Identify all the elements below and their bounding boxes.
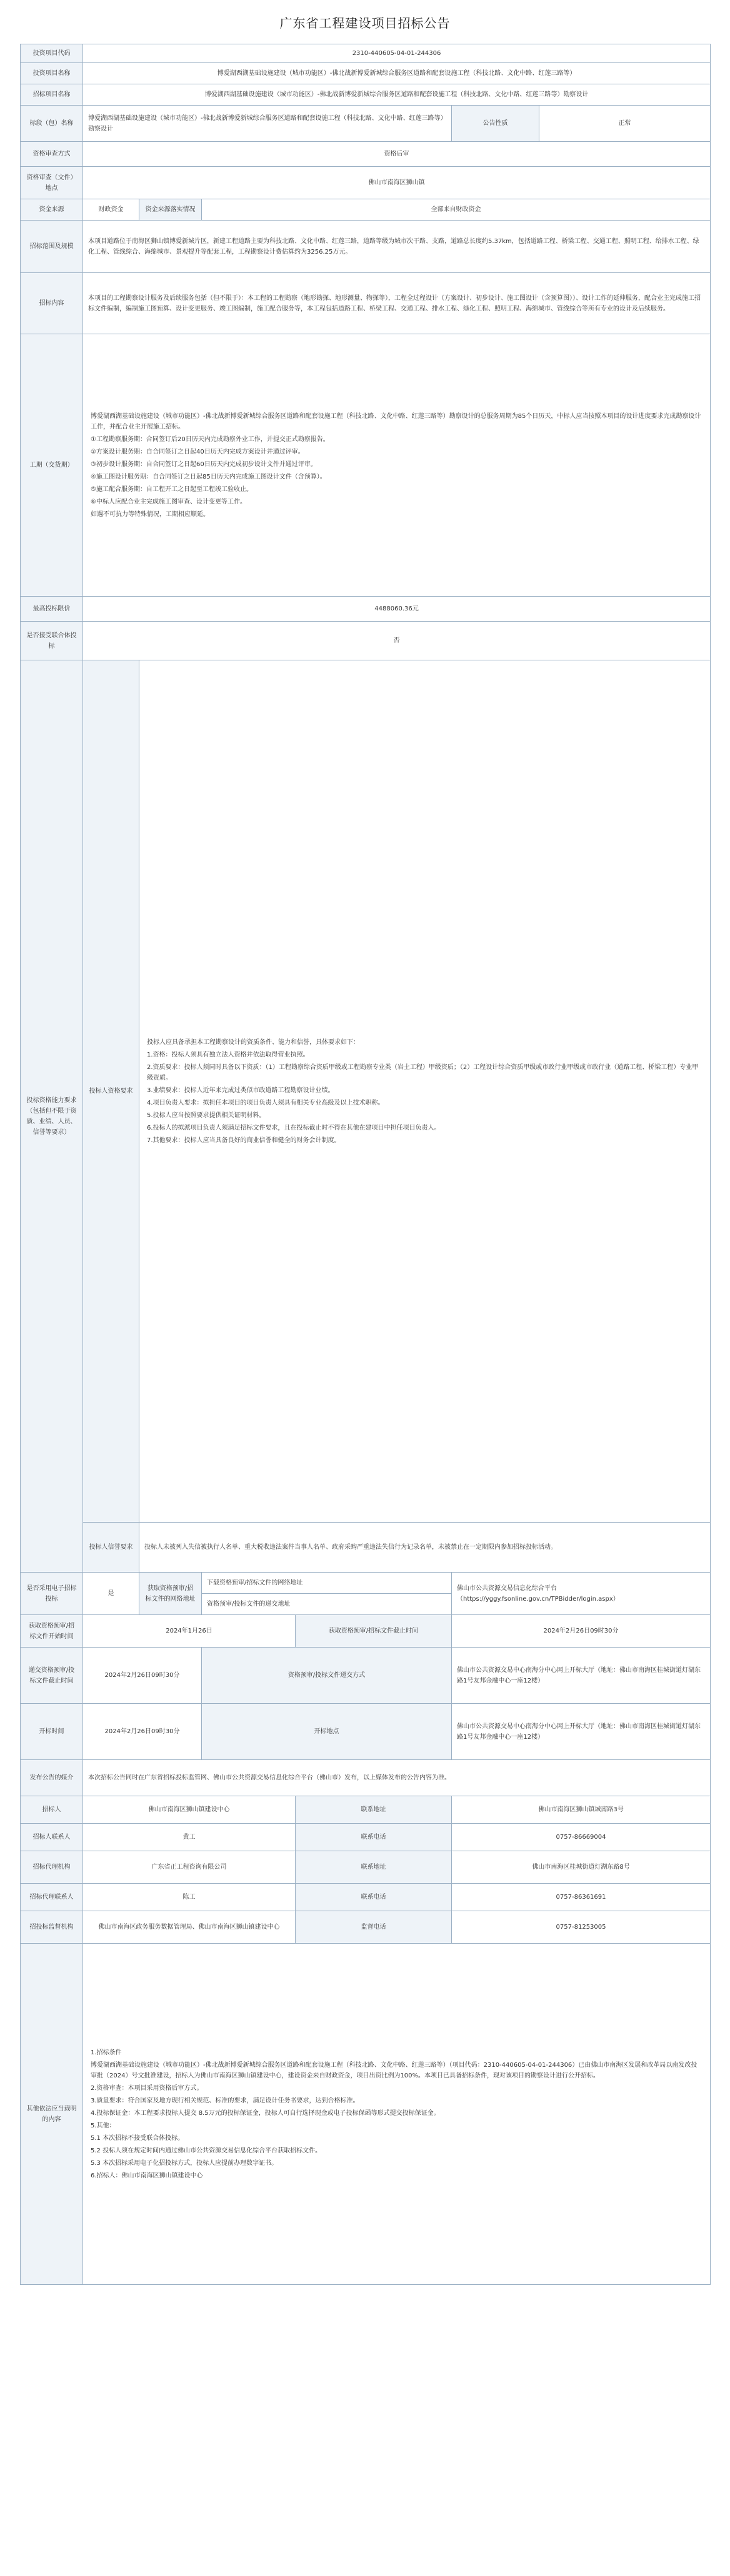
- tenderee-addr-value: 佛山市南海区狮山镇城南路3号: [452, 1796, 711, 1824]
- funding-label: 资金来源: [21, 199, 83, 221]
- period-item: ②方案设计服务期：自合同签订之日起40日历天内完成方案设计并通过评审。: [91, 448, 304, 455]
- contact-tel-value: 0757-86669004: [452, 1824, 711, 1851]
- section-label: 标段（包）名称: [21, 106, 83, 142]
- supervisor-value: 佛山市南海区政务服务数据管理局、佛山市南海区狮山镇建设中心: [83, 1911, 296, 1944]
- project-code-value: 2310-440605-04-01-244306: [83, 44, 711, 63]
- page-title: 广东省工程建设项目招标公告: [279, 16, 451, 31]
- submit-addr-value: 佛山市公共资源交易中心南海分中心网上开标大厅（地址：佛山市南海区桂城街道灯湖东路1号友邦金融中心一座12楼）: [452, 1648, 711, 1704]
- req-sub-label: 投标人资格要求: [83, 660, 139, 1523]
- other-line: 3.质量要求：符合国家及地方现行相关规范、标准的要求，满足设计任务书要求，达到合格标准。: [91, 2097, 359, 2104]
- row-scope: [21, 221, 711, 273]
- agency-tel-value: 0757-86361691: [452, 1884, 711, 1911]
- other-line: 5.2 投标人须在规定时间内通过佛山市公共资源交易信息化综合平台获取招标文件。: [91, 2147, 322, 2154]
- funding-impl-value: 全部来自财政资金: [202, 199, 711, 221]
- scope-text: 本项目道路位于南海区狮山镇博爱新城片区，新建工程道路主要为科技北路、文化中路、红莲三路，道路等级为城市次干路、支路，道路总长度约5.37km，包括道路工程、桥梁工程、交通工程、照明工程、给排水工程、绿化工程、管线综合、海绵城市、景观提升等配套工程，工程勘察设计费估算约为3256.25万元。: [83, 221, 711, 273]
- req-item: 4.项目负责人要求：拟担任本项目的项目负责人须具有相关专业高级及以上技术职称。: [147, 1099, 384, 1106]
- section-value: 博爱湖西湖基础设施建设（城市功能区）-佛北战新博爱新城综合服务区道路和配套设施工程（科技北路、文化中路、红莲三路等）勘察设计: [83, 106, 452, 142]
- publish-media-value: 本次招标公告同时在广东省招标投标监管网、佛山市公共资源交易信息化综合平台（佛山市）发布，以上媒体发布的公告内容为准。: [83, 1760, 711, 1796]
- row-review-place: [21, 167, 711, 199]
- tenderee-value: 佛山市南海区狮山镇建设中心: [83, 1796, 296, 1824]
- row-joint-venture: [21, 622, 711, 660]
- max-price-label: 最高投标限价: [21, 597, 83, 622]
- row-agency: [21, 1851, 711, 1884]
- contact-label: 招标人联系人: [21, 1824, 83, 1851]
- contact-tel-label: 联系电话: [296, 1824, 452, 1851]
- period-item: ⑤施工配合服务期：自工程开工之日起至工程竣工验收止。: [91, 485, 252, 493]
- agency-value: 广东省正工程咨询有限公司: [83, 1851, 296, 1884]
- other-cell: [83, 1944, 711, 2285]
- fetch-sub: 下载资格预审/招标文件的网络地址: [202, 1573, 452, 1594]
- qual-method-value: 资格后审: [83, 142, 711, 167]
- row-publish-media: [21, 1760, 711, 1796]
- agency-contact-value: 陈工: [83, 1884, 296, 1911]
- publish-media-label: 发布公告的媒介: [21, 1760, 83, 1796]
- project-name-label: 投资项目名称: [21, 63, 83, 84]
- supervisor-tel-value: 0757-81253005: [452, 1911, 711, 1944]
- submit-addr-label: 资格预审/投标文件递交方式: [202, 1648, 452, 1704]
- row-section: [21, 106, 711, 142]
- review-place-value: 佛山市南海区狮山镇: [83, 167, 711, 199]
- get-time-end: 2024年2月26日09时30分: [452, 1615, 711, 1648]
- agency-addr-label: 联系地址: [296, 1851, 452, 1884]
- contact-value: 黄工: [83, 1824, 296, 1851]
- open-time-label: 开标时间: [21, 1704, 83, 1760]
- req-item: 2.资质要求：投标人须同时具备以下资质：（1）工程勘察综合资质甲级或工程勘察专业类（岩土工程）甲级资质；（2）工程设计综合资质甲级或市政行业甲级或市政行业（道路工程、桥梁工程）专业甲级资质。: [147, 1063, 699, 1082]
- tender-table: [20, 44, 711, 2285]
- period-note: 如遇不可抗力等特殊情况，工期相应顺延。: [91, 510, 209, 518]
- content-label: 招标内容: [21, 273, 83, 334]
- tender-name-label: 招标项目名称: [21, 84, 83, 106]
- get-time-end-label: 获取资格预审/招标文件截止时间: [296, 1615, 452, 1648]
- credit-text: 投标人未被列入失信被执行人名单、重大税收违法案件当事人名单、政府采购严重违法失信行为记录名单，未被禁止在一定期限内参加招标投标活动。: [139, 1523, 711, 1573]
- other-line: 5.3 本次招标采用电子化招投标方式，投标人应提前办理数字证书。: [91, 2159, 278, 2167]
- row-funding: [21, 199, 711, 221]
- electronic-value: 是: [83, 1573, 139, 1615]
- req-item: 5.投标人应当按照要求提供相关证明材料。: [147, 1111, 266, 1119]
- row-requirements: [21, 660, 711, 1523]
- open-place-value: 佛山市公共资源交易中心南海分中心网上开标大厅（地址：佛山市南海区桂城街道灯湖东路1号友邦金融中心一座12楼）: [452, 1704, 711, 1760]
- agency-contact-label: 招标代理联系人: [21, 1884, 83, 1911]
- submit-time-value: 2024年2月26日09时30分: [83, 1648, 202, 1704]
- project-code-label: 投资项目代码: [21, 44, 83, 63]
- period-label: 工期（交货期）: [21, 334, 83, 597]
- fetch-label: 获取资格预审/招标文件的网络地址: [139, 1573, 202, 1615]
- open-place-label: 开标地点: [202, 1704, 452, 1760]
- submit-time-label: 递交资格预审/投标文件截止时间: [21, 1648, 83, 1704]
- row-other: [21, 1944, 711, 2285]
- other-line: 2.资格审查：本项目采用资格后审方式。: [91, 2084, 203, 2092]
- req-cell: [139, 660, 711, 1523]
- req-item: 3.业绩要求：投标人近年来完成过类似市政道路工程勘察设计业绩。: [147, 1087, 334, 1094]
- row-contact: [21, 1824, 711, 1851]
- row-credit: [21, 1523, 711, 1573]
- other-label: 其他依法应当载明的内容: [21, 1944, 83, 2285]
- row-content: [21, 273, 711, 334]
- period-item: ①工程勘察服务期：合同签订后20日历天内完成勘察外业工作，并提交正式勘察报告。: [91, 435, 329, 443]
- row-project-code: [21, 44, 711, 63]
- req-intro: 投标人应具备承担本工程勘察设计的资质条件、能力和信誉，具体要求如下：: [147, 1038, 359, 1046]
- row-tenderee: [21, 1796, 711, 1824]
- row-submit-time: [21, 1648, 711, 1704]
- gongshi-value: 正常: [539, 106, 711, 142]
- row-project-name: [21, 63, 711, 84]
- other-line: 1.招标条件: [91, 2049, 122, 2056]
- max-price-value: 4488060.36元: [83, 597, 711, 622]
- tenderee-label: 招标人: [21, 1796, 83, 1824]
- row-open-time: [21, 1704, 711, 1760]
- jv-label: 是否接受联合体投标: [21, 622, 83, 660]
- row-supervisor: [21, 1911, 711, 1944]
- period-item: ④施工图设计服务期：自合同签订之日起85日历天内完成施工图设计文件（含预算）。: [91, 473, 326, 480]
- supervisor-tel-label: 监督电话: [296, 1911, 452, 1944]
- credit-label: 投标人信誉要求: [83, 1523, 139, 1573]
- other-line: 4.投标保证金：本工程要求投标人提交 8.5万元的投标保证金，投标人可自行选择现金或电子投标保函等形式提交投标保证金。: [91, 2109, 440, 2117]
- period-cell: [83, 334, 711, 597]
- gongshi-label: 公告性质: [452, 106, 539, 142]
- other-line: 5.其他：: [91, 2122, 116, 2129]
- req-item: 7.其他要求：投标人应当具备良好的商业信誉和健全的财务会计制度。: [147, 1136, 341, 1144]
- agency-addr-value: 佛山市南海区桂城街道灯湖东路8号: [452, 1851, 711, 1884]
- funding-src: 财政资金: [83, 199, 139, 221]
- jv-value: 否: [83, 622, 711, 660]
- period-item: ③初步设计服务期：自合同签订之日起60日历天内完成初步设计文件并通过评审。: [91, 460, 317, 468]
- content-text: 本项目的工程勘察设计服务及后续服务包括（但不限于）：本工程的工程勘察（地形勘探、地形测量、物探等），工程全过程设计（方案设计、初步设计、施工图设计（含预算图））、设计工作的延伸服务，配合业主完成施工招标文件编制，编制施工图预算、设计变更服务、竣工图编制，施工配合服务等，本工程包括道路工程、桥梁工程、交通工程、排水工程、绿化工程、照明工程、海绵城市、管线综合等所有专业的设计及后续服务。: [83, 273, 711, 334]
- row-electronic-1: [21, 1573, 711, 1594]
- agency-label: 招标代理机构: [21, 1851, 83, 1884]
- row-max-price: [21, 597, 711, 622]
- req-label: 投标资格能力要求（包括但不限于资质、业绩、人员、信誉等要求）: [21, 660, 83, 1573]
- row-agency-contact: [21, 1884, 711, 1911]
- open-time-value: 2024年2月26日09时30分: [83, 1704, 202, 1760]
- row-period: [21, 334, 711, 597]
- req-item: 1.资格：投标人须具有独立法人资格并依法取得营业执照。: [147, 1051, 309, 1058]
- get-time-start: 2024年1月26日: [83, 1615, 296, 1648]
- row-tender-name: [21, 84, 711, 106]
- review-place-label: 资格审查（文件）地点: [21, 167, 83, 199]
- supervisor-label: 招投标监督机构: [21, 1911, 83, 1944]
- req-item: 6.投标人的拟派项目负责人须满足招标文件要求，且在投标截止时不得在其他在建项目中担任项目负责人。: [147, 1124, 441, 1131]
- other-line: 5.1 本次招标不接受联合体投标。: [91, 2134, 184, 2142]
- project-name-value: 博爱湖西湖基础设施建设（城市功能区）-佛北战新博爱新城综合服务区道路和配套设施工程（科技北路、文化中路、红莲三路等）: [83, 63, 711, 84]
- electronic-label: 是否采用电子招标投标: [21, 1573, 83, 1615]
- scope-label: 招标范围及规模: [21, 221, 83, 273]
- tenderee-addr-label: 联系地址: [296, 1796, 452, 1824]
- fetch-value: 佛山市公共资源交易信息化综合平台（https://yggy.fsonline.gov.cn/TPBidder/login.aspx）: [452, 1573, 711, 1615]
- row-get-time: [21, 1615, 711, 1648]
- qual-method-label: 资格审查方式: [21, 142, 83, 167]
- period-item: ⑥中标人应配合业主完成施工图审查、设计变更等工作。: [91, 498, 246, 505]
- funding-impl-label: 资金来源落实情况: [139, 199, 202, 221]
- other-line: 博爱湖西湖基础设施建设（城市功能区）-佛北战新博爱新城综合服务区道路和配套设施工程（科技北路、文化中路、红莲三路等）（项目代码：2310-440605-04-01-244306）已由佛山市南海区发展和改革局以南发改投审批（2024）号文批准建设，招标人为佛山市南海区狮山镇建设中心，建设资金来自财政资金，项目出资比例为100%。本项目已具备招标条件，现对该项目的勘察设计进行公开招标。: [91, 2061, 698, 2079]
- other-line: 6.招标人：佛山市南海区狮山镇建设中心: [91, 2172, 203, 2179]
- tender-name-value: 博爱湖西湖基础设施建设（城市功能区）-佛北战新博爱新城综合服务区道路和配套设施工程（科技北路、文化中路、红莲三路等）勘察设计: [83, 84, 711, 106]
- period-intro: 博爱湖西湖基础设施建设（城市功能区）-佛北战新博爱新城综合服务区道路和配套设施工程（科技北路、文化中路、红莲三路等）勘察设计的总服务周期为85个日历天，中标人应当按照本项目的设计进度要求完成勘察设计工作，并配合业主开展施工招标。: [91, 412, 701, 430]
- agency-tel-label: 联系电话: [296, 1884, 452, 1911]
- row-qual-method: [21, 142, 711, 167]
- submit-label: 资格预审/投标文件的递交地址: [202, 1594, 452, 1615]
- get-time-label: 获取资格预审/招标文件开始时间: [21, 1615, 83, 1648]
